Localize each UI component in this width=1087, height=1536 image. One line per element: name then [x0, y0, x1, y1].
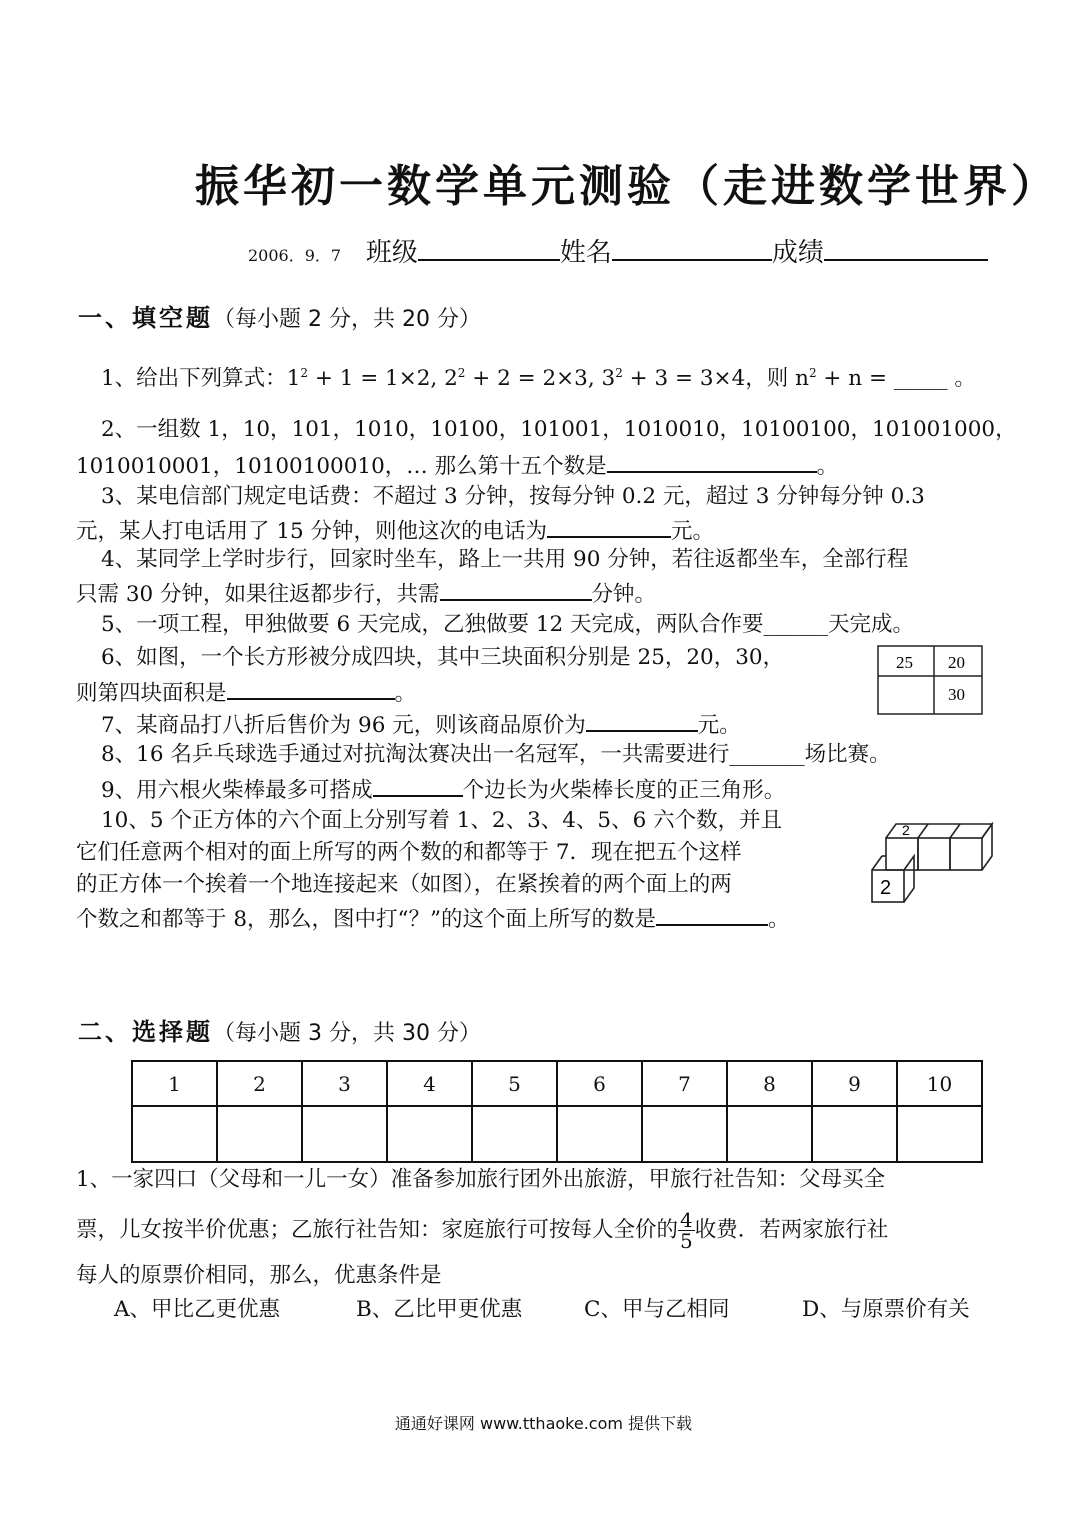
- table-header-cell: 2: [217, 1061, 302, 1106]
- section1-heading: 一、填空题（每小题 2 分，共 20 分）: [78, 304, 481, 332]
- answer-blank[interactable]: [607, 447, 817, 473]
- answer-cell[interactable]: [217, 1106, 302, 1162]
- class-blank[interactable]: [418, 235, 560, 261]
- footer: 通通好课网 www.tthaoke.com 提供下载: [394, 1414, 693, 1433]
- table-header-cell: 9: [812, 1061, 897, 1106]
- name-label: 姓名: [559, 238, 612, 268]
- header-line: [248, 232, 988, 269]
- cubes-figure: [866, 818, 998, 906]
- question-2-1-line1: 1、一家四口（父母和一儿一女）准备参加旅行团外出旅游，甲旅行社告知：父母买全: [76, 1167, 886, 1192]
- answer-cell[interactable]: [557, 1106, 642, 1162]
- question-1-7: 7、某商品打八折后售价为 96 元，则该商品原价为 元。: [101, 706, 741, 743]
- question-1-10-line4: 个数之和都等于 8，那么，图中打“？”的这个面上所写的数是 。: [76, 900, 790, 937]
- question-1-4-line1: 4、某同学上学时步行，回家时坐车，路上一共用 90 分钟，若往返都坐车，全部行程: [101, 547, 909, 572]
- answer-blank[interactable]: [373, 771, 463, 797]
- answer-blank[interactable]: [656, 900, 768, 926]
- question-1-4-line2: 只需 30 分钟，如果往返都步行，共需 分钟。: [76, 575, 656, 612]
- name-blank[interactable]: [612, 235, 772, 261]
- question-1-6-line1: 6、如图，一个长方形被分成四块，其中三块面积分别是 25，20，30，: [101, 645, 785, 670]
- exam-date: 2006．9．7: [248, 246, 342, 265]
- option-a[interactable]: A、甲比乙更优惠: [114, 1297, 281, 1322]
- question-1-2-line1: 2、一组数 1，10，101，1010，10100，101001，1010010，10100100，101001000，: [101, 417, 1017, 442]
- question-1-3-line1: 3、某电信部门规定电话费：不超过 3 分钟，按每分钟 0.2 元，超过 3 分钟每分钟 0.3: [101, 484, 925, 509]
- option-c[interactable]: C、甲与乙相同: [584, 1297, 730, 1322]
- answer-cell[interactable]: [302, 1106, 387, 1162]
- option-b[interactable]: B、乙比甲更优惠: [356, 1297, 523, 1322]
- question-1-1: 1、给出下列算式：$1^2 + 1 = 1\times 2$, $2^2 + 2 = 2\times 3$, $3^2 + 3 = 3\times 4$，则 $n^2 + n$ = _____ 。: [101, 365, 976, 391]
- table-header-cell: 7: [642, 1061, 727, 1106]
- cube-front-label: 2: [880, 877, 892, 899]
- answer-cell[interactable]: [727, 1106, 812, 1162]
- table-header-cell: 6: [557, 1061, 642, 1106]
- cube-top-label: 2: [902, 822, 910, 838]
- table-header-cell: 3: [302, 1061, 387, 1106]
- answer-cell[interactable]: [132, 1106, 217, 1162]
- table-header-cell: 5: [472, 1061, 557, 1106]
- answer-blank[interactable]: [586, 706, 698, 732]
- question-1-8: 8、16 名乒乓球选手通过对抗淘汰赛决出一名冠军，一共需要进行_______场比赛。: [101, 742, 891, 767]
- question-1-2-line2: 1010010001，10100100010，… 那么第十五个数是 。: [76, 447, 838, 484]
- answer-cell[interactable]: [642, 1106, 727, 1162]
- question-1-9: 9、用六根火柴棒最多可搭成 个边长为火柴棒长度的正三角形。: [101, 771, 785, 808]
- table-header-cell: 8: [727, 1061, 812, 1106]
- section2-heading: 二、选择题（每小题 3 分，共 30 分）: [78, 1018, 481, 1046]
- answer-blank[interactable]: [547, 512, 671, 538]
- question-2-1-line3: 每人的原票价相同，那么，优惠条件是: [76, 1263, 442, 1288]
- answer-blank[interactable]: [227, 674, 395, 700]
- answer-blank[interactable]: [440, 575, 592, 601]
- class-label: 班级: [365, 238, 418, 268]
- score-label: 成绩: [771, 238, 824, 268]
- question-1-10-line1: 10、5 个正方体的六个面上分别写着 1、2、3、4、5、6 六个数，并且: [101, 808, 783, 833]
- score-blank[interactable]: [824, 235, 988, 261]
- fig-label-20: 20: [948, 653, 965, 672]
- question-1-10-line3: 的正方体一个挨着一个地连接起来（如图），在紧挨着的两个面上的两: [76, 872, 732, 897]
- table-header-cell: 4: [387, 1061, 472, 1106]
- question-1-5: 5、一项工程，甲独做要 6 天完成，乙独做要 12 天完成，两队合作要______天完成。: [101, 612, 915, 637]
- question-1-6-line2: 则第四块面积是 。: [76, 674, 416, 711]
- option-d[interactable]: D、与原票价有关: [802, 1297, 970, 1322]
- fig-label-30: 30: [948, 685, 965, 704]
- question-1-10-line2: 它们任意两个相对的面上所写的两个数的和都等于 7．现在把五个这样: [76, 840, 742, 865]
- question-1-3-line2: 元，某人打电话用了 15 分钟，则他这次的电话为 元。: [76, 512, 714, 549]
- answer-table: [131, 1060, 983, 1163]
- answer-cell[interactable]: [387, 1106, 472, 1162]
- table-header-cell: 10: [897, 1061, 982, 1106]
- question-2-1-line2: 票，儿女按半价优惠；乙旅行社告知：家庭旅行可按每人全价的 $\frac{4}{5}$ 收费．若两家旅行社: [76, 1208, 889, 1253]
- answer-cell[interactable]: [812, 1106, 897, 1162]
- fraction-four-fifths: $\frac{4}{5}$: [680, 1208, 693, 1253]
- rectangle-figure: [876, 644, 986, 718]
- answer-cell[interactable]: [897, 1106, 982, 1162]
- fig-label-25: 25: [896, 653, 913, 672]
- answer-cell[interactable]: [472, 1106, 557, 1162]
- page-title: 振华初一数学单元测验（走进数学世界）: [195, 161, 1059, 212]
- table-header-cell: 1: [132, 1061, 217, 1106]
